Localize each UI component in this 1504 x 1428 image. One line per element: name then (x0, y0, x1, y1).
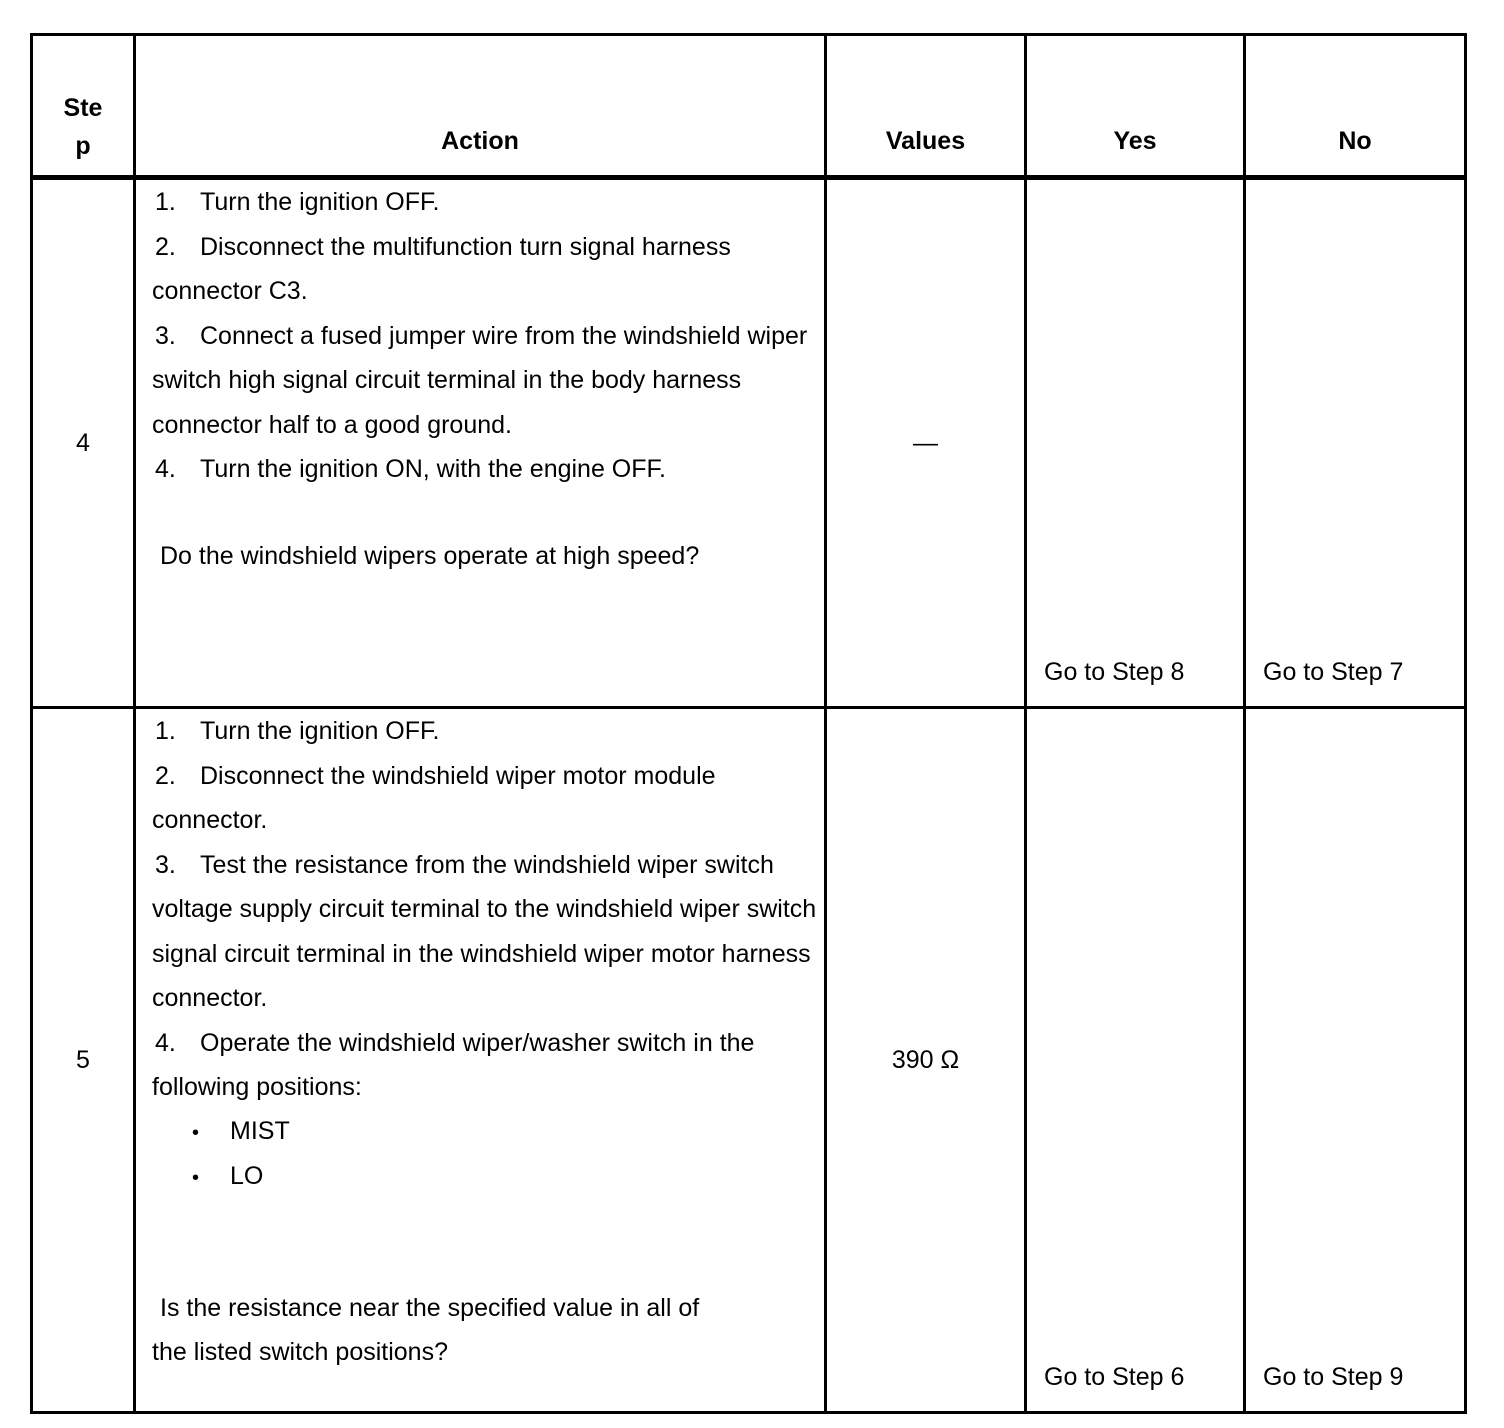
action-cell (135, 178, 826, 708)
action-step: 3. Test the resistance from the windshield wiper switch voltage supply circuit terminal to the windshield wiper switch signal circuit terminal in the windshield wiper motor harness connector. (152, 850, 817, 1012)
action-step: 1. Turn the ignition OFF. (155, 717, 440, 745)
switch-positions-list (152, 1110, 820, 1200)
step-number: 4 (32, 178, 135, 708)
header-row (32, 35, 1466, 178)
action-step: 1. Turn the ignition OFF. (155, 188, 440, 216)
no-result: Go to Step 9 (1245, 708, 1466, 1413)
yes-result: Go to Step 6 (1026, 708, 1245, 1413)
diagnostic-table (30, 33, 1467, 1414)
action-step: 4. Turn the ignition ON, with the engine OFF. (155, 455, 666, 483)
yes-result: Go to Step 8 (1026, 178, 1245, 708)
list-item: • MIST (192, 1110, 820, 1155)
action-steps (152, 180, 820, 492)
no-column-header: No (1245, 35, 1466, 178)
table-row-step-4 (32, 178, 1466, 708)
no-result: Go to Step 7 (1245, 178, 1466, 708)
step-column-header: Step (32, 35, 135, 178)
value-cell: — (826, 178, 1026, 708)
values-column-header: Values (826, 35, 1026, 178)
table-row-step-5 (32, 708, 1466, 1413)
action-cell (135, 708, 826, 1413)
action-step: 2. Disconnect the windshield wiper motor module connector. (152, 761, 716, 834)
action-steps (152, 709, 820, 1110)
value-cell: 390 Ω (826, 708, 1026, 1413)
action-column-header: Action (135, 35, 826, 178)
step-number: 5 (32, 708, 135, 1413)
action-step: 3. Connect a fused jumper wire from the windshield wiper switch high signal circuit terminal in the body harness connector half to a good ground. (152, 321, 808, 439)
action-step: 2. Disconnect the multifunction turn signal harness connector C3. (152, 232, 731, 305)
bullet-icon: • (192, 1166, 200, 1189)
bullet-icon: • (192, 1121, 200, 1144)
action-question: Do the windshield wipers operate at high speed? (160, 541, 700, 570)
action-question: Is the resistance near the specified value in all of the listed switch positions? (152, 1293, 700, 1366)
action-step: 4. Operate the windshield wiper/washer switch in the following positions: (152, 1028, 755, 1101)
list-item: • LO (192, 1155, 820, 1200)
yes-column-header: Yes (1026, 35, 1245, 178)
